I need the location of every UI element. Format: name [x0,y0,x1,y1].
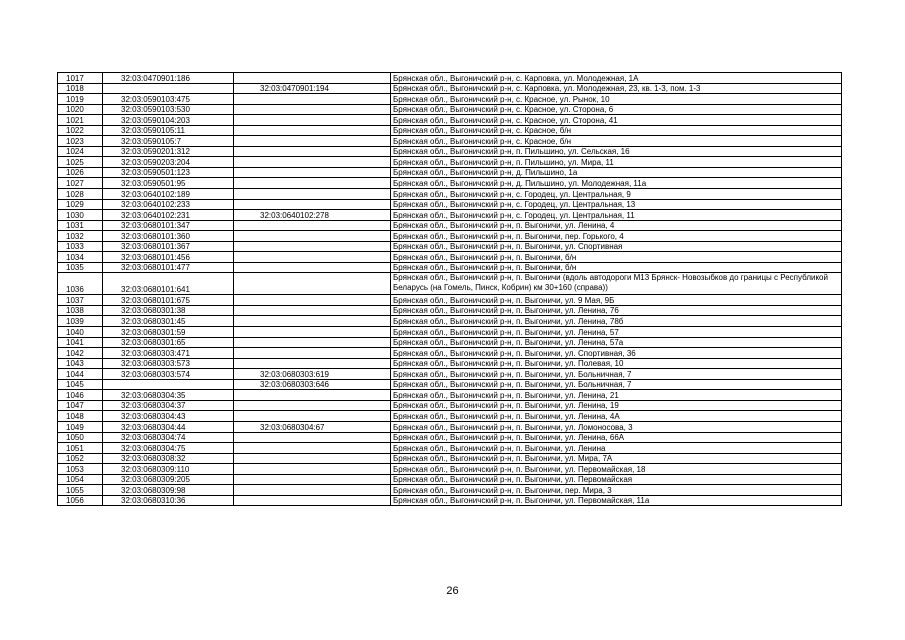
related-cadastral-number-cell [234,262,391,273]
table-row [58,453,842,464]
table-row [58,495,842,506]
cadastral-number-cell: 32:03:0640102:231 [103,210,234,221]
table-row [58,421,842,432]
row-number-cell: 1017 [58,73,103,84]
row-number-cell: 1051 [58,443,103,454]
cadastral-number-cell: 32:03:0680101:367 [103,241,234,252]
address-cell: Брянская обл., Выгоничский р-н, с. Красное, ул. Сторона, 41 [391,115,842,126]
document-table-container [57,72,842,506]
cadastral-number-cell: 32:03:0680304:44 [103,421,234,432]
cadastral-number-cell: 32:03:0590501:95 [103,178,234,189]
table-row [58,358,842,369]
table-row [58,241,842,252]
cadastral-number-cell: 32:03:0680304:43 [103,411,234,422]
address-cell: Брянская обл., Выгоничский р-н, п. Выгоничи, ул. Спортивная [391,241,842,252]
row-number-cell: 1042 [58,348,103,359]
table-body [58,73,842,506]
address-cell: Брянская обл., Выгоничский р-н, с. Красное, ул. Сторона, 6 [391,104,842,115]
row-number-cell: 1056 [58,495,103,506]
row-number-cell: 1033 [58,241,103,252]
page-number: 26 [446,585,459,597]
table-row [58,73,842,84]
table-row [58,348,842,359]
related-cadastral-number-cell [234,327,391,338]
cadastral-number-cell: 32:03:0590501:123 [103,167,234,178]
table-row [58,83,842,94]
related-cadastral-number-cell [234,241,391,252]
related-cadastral-number-cell: 32:03:0470901:194 [234,83,391,94]
row-number-cell: 1049 [58,421,103,432]
table-row [58,189,842,200]
row-number-cell: 1035 [58,262,103,273]
related-cadastral-number-cell [234,348,391,359]
related-cadastral-number-cell [234,400,391,411]
address-cell: Брянская обл., Выгоничский р-н, п. Пильшино, ул. Мира, 11 [391,157,842,168]
cadastral-number-cell: 32:03:0680304:74 [103,432,234,443]
address-cell: Брянская обл., Выгоничский р-н, п. Выгоничи, ул. Мира, 7А [391,453,842,464]
related-cadastral-number-cell [234,495,391,506]
table-row [58,167,842,178]
related-cadastral-number-cell [234,337,391,348]
related-cadastral-number-cell [234,252,391,263]
table-row [58,379,842,390]
related-cadastral-number-cell [234,125,391,136]
cadastral-number-cell: 32:03:0680303:573 [103,358,234,369]
row-number-cell: 1018 [58,83,103,94]
related-cadastral-number-cell [234,231,391,242]
cadastral-number-cell: 32:03:0680101:360 [103,231,234,242]
cadastral-number-cell: 32:03:0590105:7 [103,136,234,147]
table-row [58,390,842,401]
table-row [58,432,842,443]
address-cell: Брянская обл., Выгоничский р-н, п. Выгоничи, ул. Ленина, 19 [391,400,842,411]
table-row [58,178,842,189]
related-cadastral-number-cell [234,432,391,443]
cadastral-number-cell: 32:03:0590203:204 [103,157,234,168]
related-cadastral-number-cell [234,411,391,422]
related-cadastral-number-cell [234,73,391,84]
address-cell: Брянская обл., Выгоничский р-н, п. Выгоничи, ул. Ленина, 76 [391,305,842,316]
cadastral-number-cell: 32:03:0680309:205 [103,474,234,485]
row-number-cell: 1048 [58,411,103,422]
address-cell: Брянская обл., Выгоничский р-н, п. Выгоничи (вдоль автодороги М13 Брянск- Новозыбков до границы с Республикой Беларусь (на Гомель, Пинск, Кобрин) км 30+160 (справа)) [391,273,842,295]
address-cell: Брянская обл., Выгоничский р-н, п. Выгоничи, ул. Первомайская, 11а [391,495,842,506]
row-number-cell: 1024 [58,146,103,157]
cadastral-number-cell: 32:03:0680303:471 [103,348,234,359]
table-row [58,136,842,147]
table-row [58,125,842,136]
related-cadastral-number-cell [234,316,391,327]
row-number-cell: 1046 [58,390,103,401]
cadastral-number-cell: 32:03:0680310:36 [103,495,234,506]
cadastral-number-cell: 32:03:0680301:38 [103,305,234,316]
table-row [58,115,842,126]
table-row [58,199,842,210]
address-cell: Брянская обл., Выгоничский р-н, п. Выгоничи, ул. Полевая, 10 [391,358,842,369]
address-cell: Брянская обл., Выгоничский р-н, с. Городец, ул. Центральная, 9 [391,189,842,200]
table-row [58,316,842,327]
address-cell: Брянская обл., Выгоничский р-н, с. Городец, ул. Центральная, 13 [391,199,842,210]
address-cell: Брянская обл., Выгоничский р-н, п. Выгоничи, ул. Ленина, 57 [391,327,842,338]
cadastral-number-cell: 32:03:0680301:59 [103,327,234,338]
row-number-cell: 1041 [58,337,103,348]
related-cadastral-number-cell [234,474,391,485]
related-cadastral-number-cell: 32:03:0680303:646 [234,379,391,390]
row-number-cell: 1034 [58,252,103,263]
cadastral-number-cell [103,83,234,94]
table-row [58,94,842,105]
address-cell: Брянская обл., Выгоничский р-н, с. Городец, ул. Центральная, 11 [391,210,842,221]
table-row [58,104,842,115]
row-number-cell: 1020 [58,104,103,115]
address-cell: Брянская обл., Выгоничский р-н, п. Выгоничи, ул. Больничная, 7 [391,369,842,380]
related-cadastral-number-cell [234,136,391,147]
row-number-cell: 1044 [58,369,103,380]
address-cell: Брянская обл., Выгоничский р-н, с. Красное, ул. Рынок, 10 [391,94,842,105]
table-row [58,220,842,231]
cadastral-number-cell: 32:03:0680304:75 [103,443,234,454]
row-number-cell: 1021 [58,115,103,126]
table-row [58,474,842,485]
table-row [58,295,842,306]
related-cadastral-number-cell [234,390,391,401]
related-cadastral-number-cell: 32:03:0680303:619 [234,369,391,380]
address-cell: Брянская обл., Выгоничский р-н, п. Пильшино, ул. Сельская, 16 [391,146,842,157]
related-cadastral-number-cell [234,167,391,178]
related-cadastral-number-cell [234,115,391,126]
address-cell: Брянская обл., Выгоничский р-н, д. Пильшино, 1а [391,167,842,178]
cadastral-number-cell: 32:03:0680304:37 [103,400,234,411]
address-cell: Брянская обл., Выгоничский р-н, п. Выгоничи, пер. Мира, 3 [391,485,842,496]
row-number-cell: 1053 [58,464,103,475]
related-cadastral-number-cell [234,273,391,295]
table-row [58,146,842,157]
address-cell: Брянская обл., Выгоничский р-н, п. Выгоничи, ул. Ленина, 66А [391,432,842,443]
related-cadastral-number-cell [234,443,391,454]
row-number-cell: 1027 [58,178,103,189]
cadastral-number-cell: 32:03:0470901:186 [103,73,234,84]
address-cell: Брянская обл., Выгоничский р-н, п. Выгоничи, пер. Горького, 4 [391,231,842,242]
related-cadastral-number-cell [234,189,391,200]
table-row [58,400,842,411]
row-number-cell: 1045 [58,379,103,390]
row-number-cell: 1043 [58,358,103,369]
related-cadastral-number-cell [234,305,391,316]
row-number-cell: 1040 [58,327,103,338]
table-row [58,252,842,263]
address-cell: Брянская обл., Выгоничский р-н, д. Пильшино, ул. Молодежная, 11а [391,178,842,189]
related-cadastral-number-cell [234,464,391,475]
cadastral-number-cell: 32:03:0590103:475 [103,94,234,105]
row-number-cell: 1054 [58,474,103,485]
cadastral-number-cell: 32:03:0680309:98 [103,485,234,496]
address-cell: Брянская обл., Выгоничский р-н, с. Красное, б/н [391,125,842,136]
cadastral-number-cell [103,379,234,390]
row-number-cell: 1039 [58,316,103,327]
address-cell: Брянская обл., Выгоничский р-н, п. Выгоничи, ул. Спортивная, 36 [391,348,842,359]
cadastral-number-cell: 32:03:0640102:189 [103,189,234,200]
related-cadastral-number-cell: 32:03:0640102:278 [234,210,391,221]
cadastral-number-cell: 32:03:0680101:675 [103,295,234,306]
row-number-cell: 1055 [58,485,103,496]
cadastral-number-cell: 32:03:0680101:477 [103,262,234,273]
address-cell: Брянская обл., Выгоничский р-н, п. Выгоничи, ул. Ломоносова, 3 [391,421,842,432]
table-row [58,411,842,422]
table-row [58,485,842,496]
row-number-cell: 1031 [58,220,103,231]
related-cadastral-number-cell [234,295,391,306]
row-number-cell: 1038 [58,305,103,316]
address-cell: Брянская обл., Выгоничский р-н, п. Выгоничи, ул. Первомайская, 18 [391,464,842,475]
related-cadastral-number-cell [234,178,391,189]
cadastral-number-cell: 32:03:0680309:110 [103,464,234,475]
table-row [58,464,842,475]
table-row [58,157,842,168]
row-number-cell: 1037 [58,295,103,306]
cadastral-number-cell: 32:03:0680101:456 [103,252,234,263]
cadastral-number-cell: 32:03:0590104:203 [103,115,234,126]
row-number-cell: 1047 [58,400,103,411]
table-row [58,369,842,380]
related-cadastral-number-cell: 32:03:0680304:67 [234,421,391,432]
row-number-cell: 1032 [58,231,103,242]
row-number-cell: 1050 [58,432,103,443]
cadastral-number-cell: 32:03:0590105:11 [103,125,234,136]
cadastral-number-cell: 32:03:0680303:574 [103,369,234,380]
address-cell: Брянская обл., Выгоничский р-н, п. Выгоничи, ул. 9 Мая, 9Б [391,295,842,306]
related-cadastral-number-cell [234,358,391,369]
address-cell: Брянская обл., Выгоничский р-н, п. Выгоничи, ул. Ленина, 21 [391,390,842,401]
address-cell: Брянская обл., Выгоничский р-н, п. Выгоничи, ул. Первомайская [391,474,842,485]
row-number-cell: 1030 [58,210,103,221]
row-number-cell: 1025 [58,157,103,168]
table-row [58,337,842,348]
address-cell: Брянская обл., Выгоничский р-н, с. Карповка, ул. Молодежная, 1А [391,73,842,84]
table-row [58,231,842,242]
cadastral-number-cell: 32:03:0590103:530 [103,104,234,115]
row-number-cell: 1019 [58,94,103,105]
address-cell: Брянская обл., Выгоничский р-н, п. Выгоничи, ул. Ленина, 78б [391,316,842,327]
cadastral-number-cell: 32:03:0680304:35 [103,390,234,401]
cadastral-number-cell: 32:03:0680308:32 [103,453,234,464]
related-cadastral-number-cell [234,199,391,210]
row-number-cell: 1026 [58,167,103,178]
address-cell: Брянская обл., Выгоничский р-н, п. Выгоничи, ул. Больничная, 7 [391,379,842,390]
related-cadastral-number-cell [234,157,391,168]
related-cadastral-number-cell [234,104,391,115]
table-row [58,327,842,338]
cadastral-number-cell: 32:03:0590201:312 [103,146,234,157]
table-row [58,305,842,316]
row-number-cell: 1036 [58,273,103,295]
row-number-cell: 1028 [58,189,103,200]
related-cadastral-number-cell [234,220,391,231]
row-number-cell: 1023 [58,136,103,147]
address-cell: Брянская обл., Выгоничский р-н, с. Красное, б/н [391,136,842,147]
row-number-cell: 1029 [58,199,103,210]
cadastral-number-cell: 32:03:0680101:641 [103,273,234,295]
land-plots-table [57,72,842,506]
related-cadastral-number-cell [234,94,391,105]
table-row [58,262,842,273]
cadastral-number-cell: 32:03:0680301:45 [103,316,234,327]
cadastral-number-cell: 32:03:0640102:233 [103,199,234,210]
row-number-cell: 1052 [58,453,103,464]
address-cell: Брянская обл., Выгоничский р-н, п. Выгоничи, ул. Ленина, 4А [391,411,842,422]
table-row [58,273,842,295]
address-cell: Брянская обл., Выгоничский р-н, с. Карповка, ул. Молодежная, 23, кв. 1-3, пом. 1-3 [391,83,842,94]
cadastral-number-cell: 32:03:0680101:347 [103,220,234,231]
cadastral-number-cell: 32:03:0680301:65 [103,337,234,348]
address-cell: Брянская обл., Выгоничский р-н, п. Выгоничи, ул. Ленина, 57а [391,337,842,348]
row-number-cell: 1022 [58,125,103,136]
related-cadastral-number-cell [234,453,391,464]
address-cell: Брянская обл., Выгоничский р-н, п. Выгоничи, ул. Ленина [391,443,842,454]
address-cell: Брянская обл., Выгоничский р-н, п. Выгоничи, б/н [391,262,842,273]
table-row [58,210,842,221]
related-cadastral-number-cell [234,146,391,157]
address-cell: Брянская обл., Выгоничский р-н, п. Выгоничи, ул. Ленина, 4 [391,220,842,231]
table-row [58,443,842,454]
related-cadastral-number-cell [234,485,391,496]
address-cell: Брянская обл., Выгоничский р-н, п. Выгоничи, б/н [391,252,842,263]
